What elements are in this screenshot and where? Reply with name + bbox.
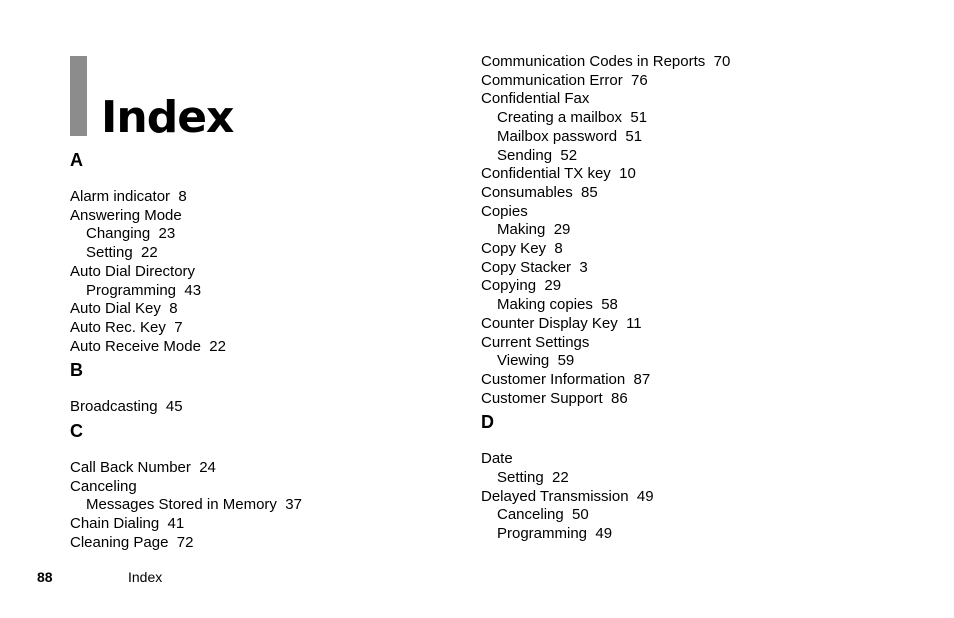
- index-entry: Current Settings: [481, 333, 590, 351]
- page-number: 88: [37, 569, 53, 585]
- index-entry: Customer Information 87: [481, 370, 651, 388]
- index-subentry: Sending 52: [497, 146, 578, 164]
- index-subentry: Setting 22: [497, 469, 569, 487]
- index-entry: Copy Stacker 3: [481, 258, 588, 276]
- index-entry: Copies: [481, 202, 528, 220]
- index-entry: Consumables 85: [481, 183, 598, 201]
- index-entry: Communication Codes in Reports 70: [481, 53, 731, 70]
- index-entry: Broadcasting 45: [70, 398, 183, 416]
- index-column-right: [481, 53, 730, 544]
- index-entry: Auto Dial Key 8: [70, 300, 178, 318]
- index-entry: Delayed Transmission 49: [481, 487, 654, 505]
- index-entry: Communication Error 76: [481, 71, 648, 89]
- section-letter-a: A: [70, 150, 83, 170]
- index-subentry: Making 29: [497, 221, 571, 239]
- page-title: Index: [101, 92, 234, 143]
- index-entry: Canceling: [70, 477, 137, 495]
- index-subentry: Canceling 50: [497, 506, 589, 524]
- index-column-left: [70, 146, 302, 553]
- index-subentry: Creating a mailbox 51: [497, 109, 648, 127]
- index-entry: Confidential Fax: [481, 90, 590, 108]
- index-subentry: Mailbox password 51: [497, 127, 643, 145]
- index-entry: Customer Support 86: [481, 389, 628, 407]
- index-entry: Auto Receive Mode 22: [70, 337, 226, 355]
- index-entry: Confidential TX key 10: [481, 165, 636, 183]
- index-entry: Counter Display Key 11: [481, 314, 642, 332]
- index-subentry: Changing 23: [86, 225, 176, 243]
- running-title: Index: [128, 569, 163, 585]
- title-bar-accent: [70, 56, 87, 136]
- index-entry: Answering Mode: [70, 206, 182, 224]
- index-entry: Date: [481, 450, 513, 468]
- index-entry: Copying 29: [481, 277, 562, 295]
- section-letter-d: D: [481, 412, 494, 433]
- index-entry: Auto Dial Directory: [70, 262, 196, 280]
- index-subentry: Setting 22: [86, 244, 158, 262]
- index-subentry: Making copies 58: [497, 296, 618, 314]
- index-subentry: Programming 43: [86, 281, 202, 299]
- index-subentry: Programming 49: [497, 525, 613, 543]
- index-entry: Call Back Number 24: [70, 459, 216, 477]
- index-entry: Alarm indicator 8: [70, 188, 187, 205]
- index-entry: Copy Key 8: [481, 240, 563, 258]
- index-subentry: Viewing 59: [497, 352, 575, 370]
- index-subentry: Messages Stored in Memory 37: [86, 496, 302, 514]
- section-letter-b: B: [70, 360, 83, 381]
- index-entry: Cleaning Page 72: [70, 533, 194, 551]
- index-entry: Auto Rec. Key 7: [70, 318, 183, 336]
- section-letter-c: C: [70, 421, 83, 442]
- index-entry: Chain Dialing 41: [70, 515, 185, 533]
